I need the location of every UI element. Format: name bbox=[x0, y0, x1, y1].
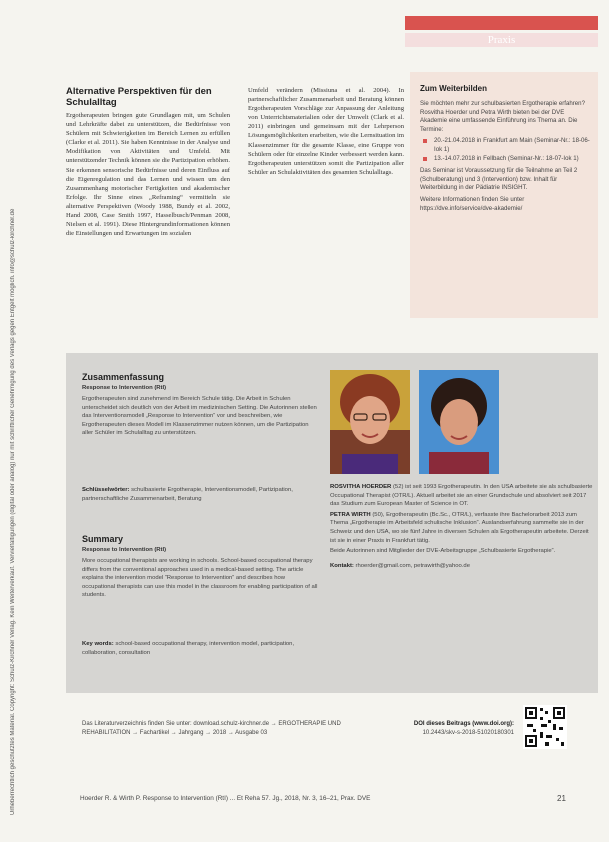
keywords-en-label: Key words: bbox=[82, 641, 114, 647]
page-number: 21 bbox=[557, 794, 566, 803]
info-box-body bbox=[420, 100, 590, 216]
keywords-en-value: school-based occupational therapy, intervention model, participation, collaboration, consultation bbox=[82, 641, 295, 656]
article-column-2: Umfeld verändern (Missiuna et al. 2004). In partnerschaftlicher Zusammenarbeit und Beratung können Ergotherapeuten Vorschläge zur Anpassung der Anleitung von Unterrichtsmaterialien oder der Umwelt (Clark et al. 2011) einbringen und gemeinsam mit der Lehrperson Lösungsmöglichkeiten erarbeiten, wie die Lernsituation im Klassenzimmer für die gesamte Klasse, eine Gruppe von Schülern oder für einzelne Kinder verbessert werden kann. Ergotherapeuten unterstützen somit die Partizipation aller Schüler an Schulaktivitäten des gesamten Schulalltags. bbox=[248, 87, 405, 176]
author-1-name: ROSVITHA HOERDER bbox=[330, 484, 392, 490]
summary-en-text: More occupational therapists are working in schools. School-based occupational therapy differs from the conventional approaches used in a medical-based setting. The article explains the intervention model “Response to Intervention” and describes how occupational therapists can use this model in the classroom for enabling participation of all students. bbox=[82, 558, 318, 599]
summary-subtitle: Response to Intervention (RtI) bbox=[82, 385, 167, 391]
info-box-title: Zum Weiterbilden bbox=[420, 84, 487, 93]
summary-text: Ergotherapeuten sind zunehmend im Bereich Schule tätig. Die Arbeit in Schulen unterscheidet sich deutlich von der Arbeit im medizinischen Setting. Die Autorinnen stellen das Interventionsmodell „Response to Intervention“ vor und beschreiben, wie Ergotherapeuten dieses Modell im Klassenzimmer nutzen können, um die Partizipation aller Schüler im Schulalltag zu unterstützen. bbox=[82, 396, 317, 437]
summary-en-heading: Summary bbox=[82, 534, 124, 544]
seminar-date-item: 20.-21.04.2018 in Frankfurt am Main (Seminar-Nr.: 18-06-Iok 1) bbox=[434, 137, 590, 153]
contact-label: Kontakt: bbox=[330, 562, 354, 569]
author-2-name: PETRA WIRTH bbox=[330, 511, 371, 518]
author-2-bio: (50), Ergotherapeutin (Bc.Sc., OTR/L), verfasste ihre Bachelorarbeit 2013 zum Thema „Ergotherapie im Arbeitsfeld schulische Inklusion“. Auslandserfahrung sammelte sie in der Schweiz und den USA, wo sie fünf Jahre in diversen Schulen als Ergotherapeutin arbeitete. Derzeit ist sie in einer Praxis in Frankfurt tätig. bbox=[330, 511, 589, 544]
article-heading: Alternative Perspektiven für den Schulalltag bbox=[66, 86, 212, 108]
keywords-label: Schlüsselwörter: bbox=[82, 487, 130, 493]
section-label: Praxis bbox=[405, 33, 598, 47]
info-box-link[interactable]: Weitere Informationen finden Sie unter https://dve.info/service/dve-akademie/ bbox=[420, 195, 525, 212]
contact-emails[interactable]: rhoerder@gmail.com, petrawirth@yahoo.de bbox=[355, 562, 470, 569]
doi-block bbox=[386, 720, 514, 737]
author-photo-wirth bbox=[419, 370, 499, 474]
article-column-1: Ergotherapeuten bringen gute Grundlagen mit, um Schulen und Lehrkräfte dabei zu unterstützen, die Bedürfnisse von Schülern mit Schwierigkeiten im Bereich Lernen zu erfüllen (Clarke et al. 2011). Sie haben Kenntnisse in der Analyse und Modifikation von Aktivitäten und Umfeld. Mit unterstützender Technik können sie die Partizipation erhöhen. Sie erkennen sensorische Bedürfnisse und deren Einfluss auf die Eigenregulation und das Lernen und wissen um den Zusammenhang motorischer Fertigkeiten und akademischer Erfolge. Ihr Sinne eines „Reframing“ vermitteln sie alternative Perspektiven (Woody 1988, Bundy et al. 2002, Hand 2008, Case Smith 1997, Hasselbusch/Penman 2008, Nielsen et al. 1991). Diese Hintergrundinformationen können die Einstellungen und Erwartungen im sozialen bbox=[66, 112, 230, 238]
copyright-notice: Urheberrechtlich geschütztes Material. Copyright: Schulz-Kirchner Verlag. Kein Weiterverkauf. Vervielfältigungen (digital oder analog) nur mit schriftlicher Genehmigung des Verlags gegen Entgelt möglich. info@schulz-kirchner.de bbox=[10, 208, 16, 815]
info-box-note: Das Seminar ist Voraussetzung für die Teilnahme an Teil 2 (Schulberatung) und 3 (Intervention) bzw. Inhalt für Weiterbildung in der Pädiatrie INSIGHT. bbox=[420, 167, 578, 192]
seminar-dates-list bbox=[420, 137, 590, 163]
author-1 bbox=[330, 483, 593, 509]
literature-note[interactable]: Das Literaturverzeichnis finden Sie unter: download.schulz-kirchner.de → ERGOTHERAPIE UND REHABILITATION → Fachartikel → Jahrgang → 2018 → Ausgabe 03 bbox=[82, 721, 341, 736]
author-2 bbox=[330, 511, 593, 545]
section-tab bbox=[405, 16, 598, 30]
doi-value[interactable]: 10.2443/skv-s-2018-51020180301 bbox=[422, 729, 514, 736]
qr-code[interactable] bbox=[523, 705, 567, 749]
summary-en-subtitle: Response to Intervention (RtI) bbox=[82, 547, 167, 553]
author-info bbox=[330, 483, 593, 572]
author-contact bbox=[330, 562, 593, 571]
doi-label: DOI dieses Beitrags (www.doi.org): bbox=[413, 721, 514, 727]
seminar-date-item: 13.-14.07.2018 in Fellbach (Seminar-Nr.: 18-07-Iok 1) bbox=[434, 155, 590, 164]
keywords-de bbox=[82, 486, 318, 503]
keywords-en bbox=[82, 640, 318, 657]
keywords-value: schulbasierte Ergotherapie, Interventionsmodell, Partizipation, partnerschaftliche Zusammenarbeit, Beratung bbox=[82, 487, 293, 502]
authors-group: Beide Autorinnen sind Mitglieder der DVE-Arbeitsgruppe „Schulbasierte Ergotherapie“. bbox=[330, 548, 556, 555]
page-footer-citation: Hoerder R. & Wirth P. Response to Intervention (RtI) ... Et Reha 57. Jg., 2018, Nr. 3, 16–21, Prax. DVE bbox=[80, 795, 371, 802]
author-photo-hoerder bbox=[330, 370, 410, 474]
info-box-intro: Sie möchten mehr zur schulbasierten Ergotherapie erfahren? Rosvitha Hoerder und Petra Wirth bieten bei der DVE Akademie eine umfassende Einführung ins Thema an. Die Termine: bbox=[420, 100, 585, 133]
summary-heading: Zusammenfassung bbox=[82, 372, 165, 382]
author-1-bio: (52) ist seit 1993 Ergotherapeutin. In den USA arbeitete sie als schulbasierte Occupational Therapist (OTR/L). Aktuell arbeitet sie an einer Grundschule und absolviert seit 2017 das Studium zum European Master of Science in OT. bbox=[330, 484, 593, 508]
